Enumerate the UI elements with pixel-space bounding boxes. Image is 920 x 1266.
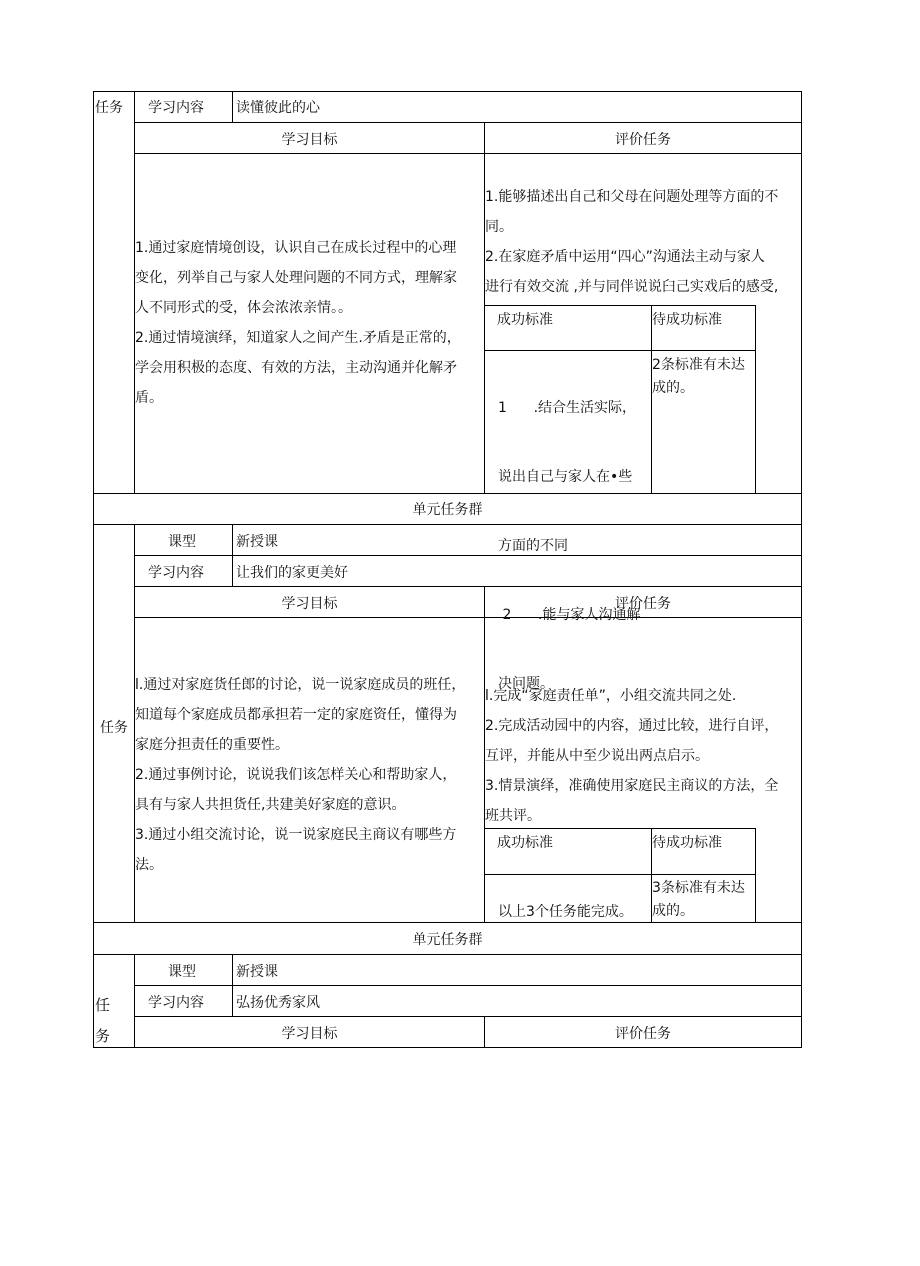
content-label: 学习内容 [148, 995, 204, 1011]
success-criteria: 以上3个任务能完成。 [498, 904, 633, 920]
eval-header: 评价任务 [615, 596, 671, 612]
success-line: 说出自己与家人在•些 [498, 469, 633, 485]
pending-header: 待成功标准 [652, 835, 722, 851]
content-label: 学习内容 [148, 100, 204, 116]
task-label-part1: 任 [95, 996, 111, 1014]
pending-criteria [652, 877, 755, 923]
task-label: 任务 [95, 100, 123, 116]
eval-header: 评价任务 [615, 1026, 671, 1042]
pending-criteria [652, 354, 755, 400]
type-label: 课型 [168, 534, 196, 550]
pending-line: 成的。 [652, 380, 694, 396]
goal-line: 人不同形式的受，体会浓浓亲情。。 [135, 300, 352, 316]
goal-text [135, 670, 490, 880]
content-value: 弘扬优秀家风 [236, 995, 320, 1011]
goal-header: 学习目标 [281, 596, 338, 612]
content-value: 让我们的家更美好 [236, 565, 348, 581]
type-value: 新授课 [236, 964, 278, 980]
unit-task-group-label: 单元任务群 [412, 932, 483, 948]
goal-line: 学会用积极的态度、有效的方法，主动沟通并化解矛 [135, 360, 457, 376]
eval-line: 2.在家庭矛盾中运用“四心”沟通法主动与家人 [485, 249, 765, 265]
success-line: 方面的不同 [498, 538, 568, 554]
goal-line: 法。 [135, 857, 163, 873]
goal-line: 具有与家人共担货任,共建美好家庭的意识。 [135, 797, 406, 813]
goal-line: l.通过对家庭货任郎的讨论，说一说家庭成员的班任， [135, 677, 466, 693]
goal-line: 2.通过情境演绎，知道家人之间产生.矛盾是正常的， [135, 330, 461, 346]
eval-line: 1.能够描述出自己和父母在问题处理等方面的不 [485, 189, 779, 205]
goal-text [135, 233, 485, 413]
eval-line: l.完成“家庭责任单”，小组交流共同之处. [485, 688, 737, 704]
goal-header: 学习目标 [281, 1026, 338, 1042]
eval-header: 评价任务 [615, 132, 671, 148]
success-line: 2 .能与家人沟通解 [498, 607, 641, 623]
success-header: 成功标准 [497, 835, 553, 851]
task-label-part2: 务 [95, 1027, 111, 1045]
eval-text [485, 182, 803, 302]
unit-task-group-label: 单元任务群 [412, 502, 483, 518]
pending-line: 3条标准有未达 [652, 880, 745, 896]
type-value: 新授课 [236, 534, 278, 550]
content-value: 读懂彼此的心 [236, 100, 320, 116]
goal-line: 1.通过家庭情境创设，认识自己在成长过程中的心理 [135, 240, 457, 256]
eval-line: 班共评。 [485, 808, 541, 824]
eval-line: 3.情景演绎，准确使用家庭民主商议的方法，全 [485, 778, 779, 794]
task-label: 任务 [100, 720, 128, 736]
pending-header: 待成功标准 [652, 312, 722, 328]
eval-line: 互评，并能从中至少说出两点启示。 [485, 748, 709, 764]
eval-text [485, 681, 803, 831]
goal-line: 3.通过小组交流讨论，说一说家庭民主商议有哪些方 [135, 827, 457, 843]
eval-line: 同。 [485, 219, 513, 235]
goal-line: 2.通过事例讨论，说说我们该怎样关心和帮助家人， [135, 767, 457, 783]
goal-line: 知道每个家庭成员都承担若一定的家庭资任，懂得为 [135, 707, 457, 723]
goal-header: 学习目标 [281, 132, 338, 148]
eval-line: 进行有效交流 ,并与同伴说说臼己实戏后的感受, [485, 279, 779, 295]
success-header: 成功标准 [497, 312, 553, 328]
pending-line: 2条标准有未达 [652, 357, 745, 373]
success-criteria [488, 351, 648, 719]
success-line: 决问题。 [498, 676, 554, 692]
content-label: 学习内容 [148, 565, 204, 581]
goal-line: 变化，列举自己与家人处理问题的不同方式，理解家 [135, 270, 457, 286]
eval-line: 2.完成活动园中的内容，通过比较，进行自评， [485, 718, 779, 734]
goal-line: 家庭分担责任的重要性。 [135, 737, 289, 753]
pending-line: 成的。 [652, 903, 694, 919]
success-line: 1 .结合生活实际， [498, 400, 637, 416]
goal-line: 盾。 [135, 390, 163, 406]
type-label: 课型 [168, 964, 196, 980]
